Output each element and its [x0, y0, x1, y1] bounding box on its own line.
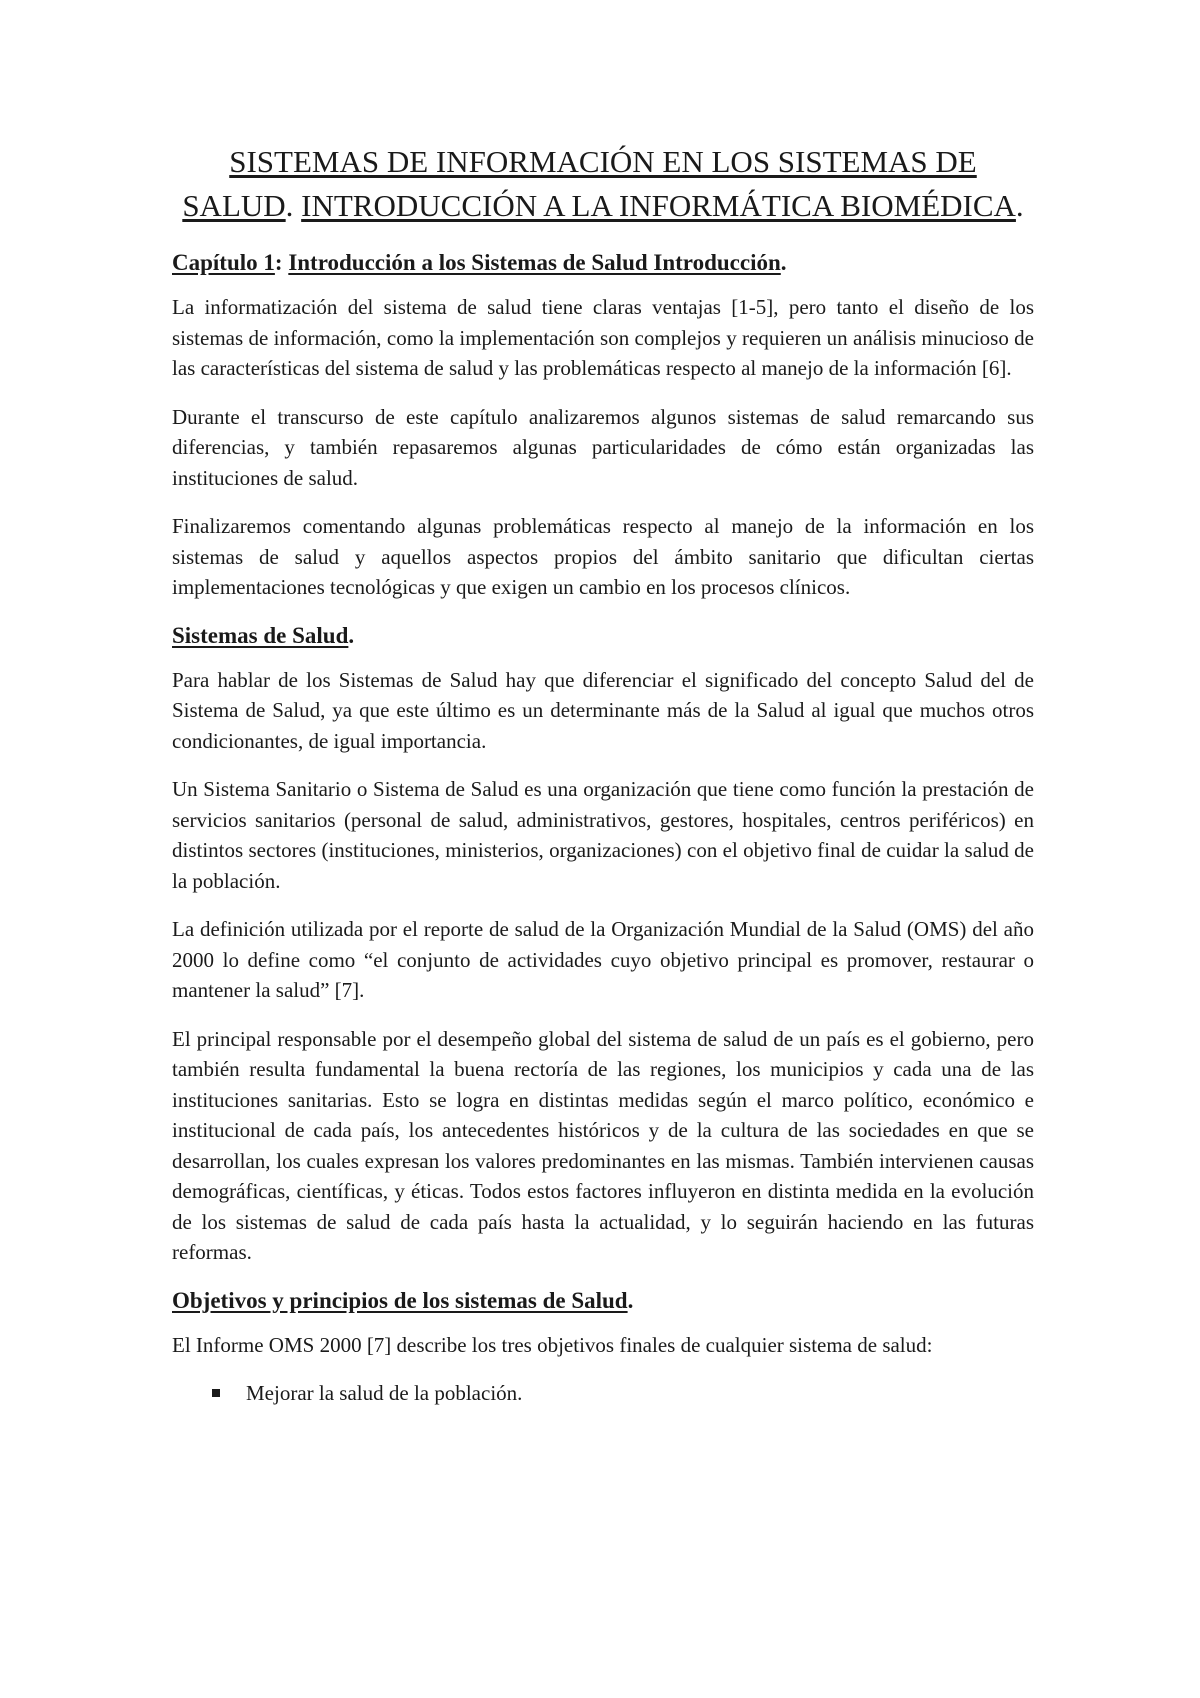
title-separator-2: .	[1015, 188, 1024, 223]
section-heading-sistemas-de-salud	[172, 621, 1034, 651]
section-heading-end: .	[348, 622, 355, 648]
title-separator-1: .	[285, 188, 302, 223]
chapter-colon: :	[274, 250, 289, 275]
paragraph: La informatización del sistema de salud tiene claras ventajas [1-5], pero tanto el diseño de los sistemas de información, como la implementación son complejos y requieren un análisis minucioso de las características del sistema de salud y las problemáticas respecto al manejo de la información [6].	[172, 295, 1034, 380]
section-heading-end: .	[627, 1287, 634, 1313]
paragraph: Durante el transcurso de este capítulo analizaremos algunos sistemas de salud remarcando sus diferencias, y también repasaremos algunas particularidades de cómo están organizadas las instituciones de salud.	[172, 404, 1034, 490]
paragraph: Para hablar de los Sistemas de Salud hay que diferenciar el significado del concepto Salud del de Sistema de Salud, ya que este último es un determinante más de la Salud al igual que muchos otros condicionantes, de igual importancia.	[172, 667, 1034, 753]
paragraph: Un Sistema Sanitario o Sistema de Salud es una organización que tiene como función la prestación de servicios sanitarios (personal de salud, administrativos, gestores, hospitales, centros periféricos) en distintos sectores (instituciones, ministerios, organizaciones) con el objetivo final de cuidar la salud de la población.	[172, 777, 1034, 893]
paragraph: Finalizaremos comentando algunas problemáticas respecto al manejo de la información en los sistemas de salud y aquellos aspectos propios del ámbito sanitario que dificultan ciertas implementaciones tecnológicas y que exigen un cambio en los procesos clínicos.	[172, 514, 1034, 599]
chapter-heading-end: .	[780, 250, 787, 275]
title-part-1: SISTEMAS DE INFORMACIÓN EN LOS SISTEMAS DE SALUD	[182, 144, 977, 223]
chapter-label: Capítulo 1	[172, 250, 275, 275]
paragraph: El Informe OMS 2000 [7] describe los tres objetivos finales de cualquier sistema de salud:	[172, 1332, 933, 1357]
chapter-title: Introducción a los Sistemas de Salud Introducción	[288, 250, 781, 275]
paragraph: La definición utilizada por el reporte de salud de la Organización Mundial de la Salud (OMS) del año 2000 lo define como “el conjunto de actividades cuyo objetivo principal es promover, restaurar o mantener la salud” [7].	[172, 917, 1034, 1002]
paragraph: El principal responsable por el desempeño global del sistema de salud de un país es el gobierno, pero también resulta fundamental la buena rectoría de las regiones, los municipios y cada una de las instituciones sanitarias. Esto se logra en distintas medidas según el marco político, económico e institucional de cada país, los antecedentes históricos y de la cultura de las sociedades en que se desarrollan, los cuales expresan los valores predominantes en las mismas. También intervienen causas demográficas, científicas, y éticas. Todos estos factores influyeron en distinta medida en la evolución de los sistemas de salud de cada país hasta la actualidad, y lo seguirán haciendo en las futuras reformas.	[172, 1026, 1034, 1264]
section-heading-text: Sistemas de Salud	[172, 622, 349, 648]
section-heading-text: Objetivos y principios de los sistemas de Salud	[172, 1287, 628, 1313]
list-item-text: Mejorar la salud de la población.	[246, 1381, 523, 1405]
section-heading-objetivos	[172, 1286, 1034, 1316]
document-title	[172, 140, 1034, 228]
objectives-list	[172, 1378, 1034, 1408]
list-item	[212, 1378, 1034, 1408]
square-bullet-icon	[212, 1389, 220, 1397]
title-part-2: INTRODUCCIÓN A LA INFORMÁTICA BIOMÉDICA	[301, 188, 1016, 223]
chapter-heading	[172, 248, 1034, 278]
document-page	[172, 140, 1034, 1408]
